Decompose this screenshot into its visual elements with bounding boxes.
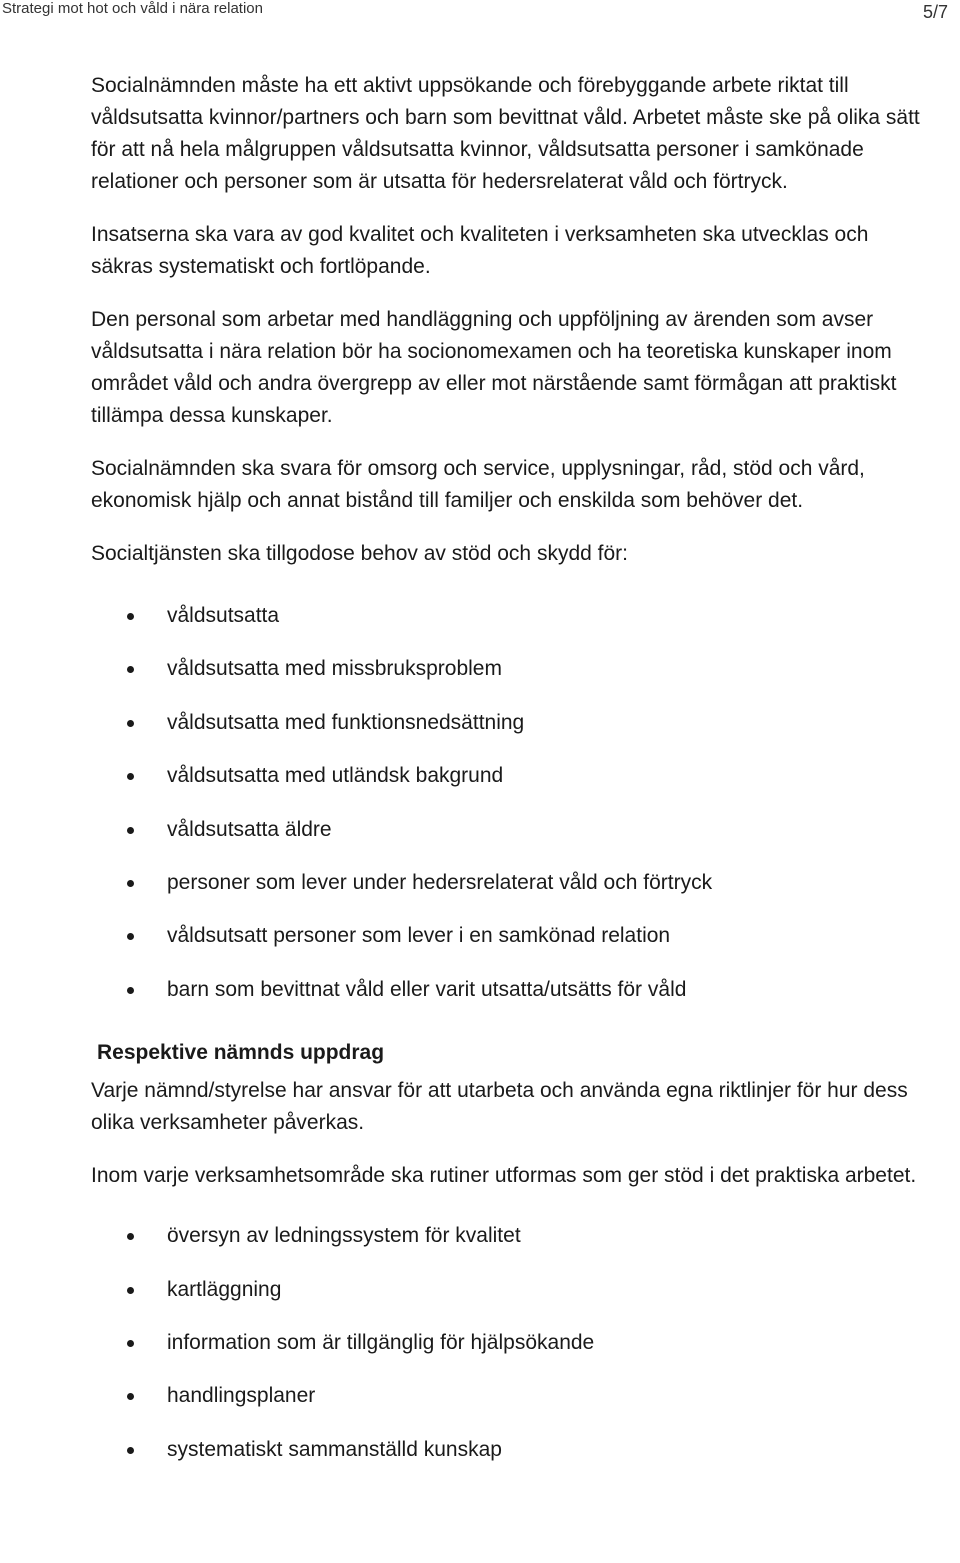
list-item-text: information som är tillgänglig för hjälpsökande [167, 1330, 595, 1354]
bullet-icon [127, 1447, 134, 1454]
list-item-text: våldsutsatta [167, 604, 280, 627]
list-item [91, 1327, 921, 1380]
list-item [91, 920, 921, 973]
list-item-text: våldsutsatta med funktionsnedsättning [167, 710, 525, 734]
list-item [91, 653, 921, 706]
list-item-text: barn som bevittnat våld eller varit utsatta/utsätts för våld [167, 977, 687, 1001]
bullet-icon [127, 1393, 134, 1400]
bullet-icon [127, 773, 134, 780]
list-item-text: våldsutsatta med missbruksproblem [167, 657, 502, 681]
list-item [91, 1220, 921, 1273]
paragraph-social-services: Socialnämnden ska svara för omsorg och service, upplysningar, råd, stöd och vård, ekonomisk hjälp och annat bistånd till familjer och enskilda som behöver det. [91, 457, 865, 512]
paragraph-staff-competence: Den personal som arbetar med handläggning och uppföljning av ärenden som avser våldsutsatta i nära relation bör ha socionomexamen och ha teoretiska kunskaper inom området våld och andra övergrepp av eller mot närstående samt förmågan att praktiskt tillämpa dessa kunskaper. [91, 308, 897, 427]
bullet-icon [127, 880, 134, 887]
page-number: 5/7 [922, 2, 948, 22]
paragraph-quality: Insatserna ska vara av god kvalitet och kvaliteten i verksamheten ska utvecklas och säkras systematiskt och fortlöpande. [91, 223, 869, 278]
list-item-text: handlingsplaner [167, 1384, 316, 1408]
paragraph-needs-intro: Socialtjänsten ska tillgodose behov av stöd och skydd för: [91, 542, 628, 565]
paragraph-board-responsibility: Varje nämnd/styrelse har ansvar för att utarbeta och använda egna riktlinjer för hur dess olika verksamheter påverkas. [91, 1079, 908, 1135]
list-item-text: systematiskt sammanställd kunskap [167, 1437, 502, 1461]
routine-list [91, 1220, 921, 1487]
list-item [91, 707, 921, 760]
list-item-text: våldsutsatta med utländsk bakgrund [167, 764, 504, 788]
paragraph-routines: Inom varje verksamhetsområde ska rutiner utformas som ger stöd i det praktiska arbetet. [91, 1164, 917, 1188]
list-item [91, 1434, 921, 1487]
bullet-icon [127, 666, 134, 673]
list-item [91, 974, 921, 1027]
list-item [91, 1274, 921, 1327]
list-item [91, 814, 921, 867]
bullet-icon [127, 1287, 134, 1294]
list-item [91, 1380, 921, 1433]
page-header [0, 0, 960, 24]
bullet-icon [127, 827, 134, 834]
bullet-icon [127, 720, 134, 727]
list-item-text: personer som lever under hedersrelaterat våld och förtryck [167, 870, 713, 894]
needs-list [91, 600, 921, 1027]
bullet-icon [127, 933, 134, 940]
list-item-text: våldsutsatt personer som lever i en samkönad relation [167, 924, 671, 948]
section-heading: Respektive nämnds uppdrag [97, 1041, 385, 1065]
bullet-icon [127, 1340, 134, 1347]
paragraph-outreach: Socialnämnden måste ha ett aktivt uppsökande och förebyggande arbete riktat till våldsutsatta kvinnor/partners och barn som bevittnat våld. Arbetet måste ske på olika sätt för att nå hela målgruppen våldsutsatta kvinnor, våldsutsatta personer i samkönade relationer och personer som är utsatta för hedersrelaterat våld och förtryck. [91, 74, 920, 193]
list-item [91, 760, 921, 813]
list-item-text: våldsutsatta äldre [167, 817, 332, 841]
list-item [91, 600, 921, 653]
list-item-text: kartläggning [167, 1277, 282, 1301]
list-item-text: översyn av ledningssystem för kvalitet [167, 1224, 521, 1248]
list-item [91, 867, 921, 920]
bullet-icon [127, 613, 134, 620]
bullet-icon [127, 987, 134, 994]
document-title: Strategi mot hot och våld i nära relation [2, 0, 263, 17]
document-body [91, 70, 921, 1487]
bullet-icon [127, 1233, 134, 1240]
